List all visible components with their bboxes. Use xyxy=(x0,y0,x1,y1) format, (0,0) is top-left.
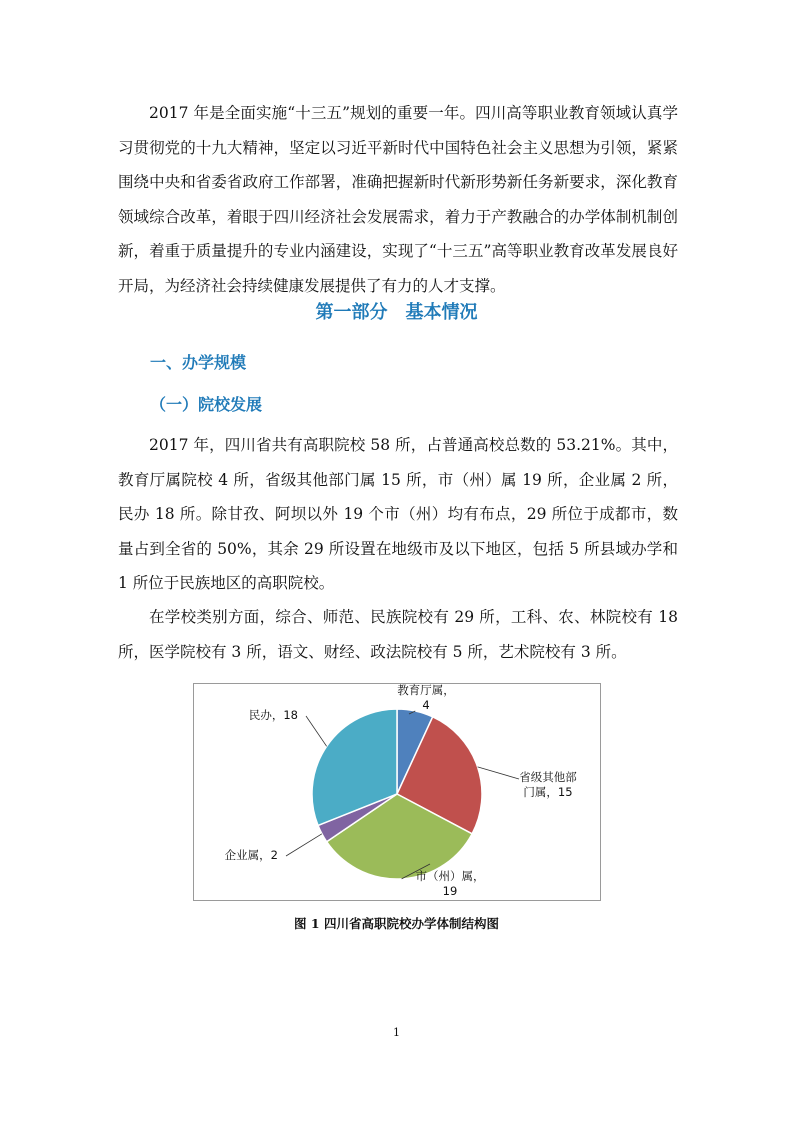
intro-paragraph: 2017 年是全面实施“十三五”规划的重要一年。四川高等职业教育领域认真学习贯彻党的十九大精神，坚定以习近平新时代中国特色社会主义思想为引领，紧紧围绕中央和省委省政府工作部署，准确把握新时代新形势新任务新要求，深化教育领域综合改革，着眼于四川经济社会发展需求，着力于产教融合的办学体制机制创新，着重于质量提升的专业内涵建设，实现了“十三五”高等职业教育改革发展良好开局，为经济社会持续健康发展提供了有力的人才支撑。 xyxy=(118,104,678,295)
body-paragraph-types: 在学校类别方面，综合、师范、民族院校有 29 所，工科、农、林院校有 18 所，医学院校有 3 所，语文、财经、政法院校有 5 所，艺术院校有 3 所。 xyxy=(118,608,678,661)
part-title: 第一部分 基本情况 xyxy=(315,302,478,323)
subsection-title: （一）院校发展 xyxy=(150,395,263,414)
slice-label-5: 民办，18 xyxy=(248,708,298,722)
slice-label-2: 省级其他部门属，15 xyxy=(519,770,577,799)
slice-label-4: 企业属，2 xyxy=(224,848,278,862)
pie-chart-frame xyxy=(193,683,601,901)
page-number: 1 xyxy=(393,1026,400,1039)
leader-line-5 xyxy=(306,716,327,746)
body-paragraph-scale: 2017 年，四川省共有高职院校 58 所，占普通高校总数的 53.21%。其中，教育厅属院校 4 所，省级其他部门属 15 所，市（州）属 19 所，企业属 2 所，民办 18 所。除甘孜、阿坝以外 19 个市（州）均有布点，29 所位于成都市，数量占到全省的 50%，其余 29 所设置在地级市及以下地区，包括 5 所县域办学和 1 所位于民族地区的高职院校。 xyxy=(118,436,678,592)
leader-line-2 xyxy=(478,767,519,779)
slice-label-3: 市（州）属， 19 xyxy=(415,869,485,898)
pie-chart xyxy=(194,684,602,902)
section-title: 一、办学规模 xyxy=(150,353,247,372)
leader-line-4 xyxy=(286,834,322,856)
slice-label-1: 教育厅属， 4 xyxy=(397,684,455,712)
figure-caption: 图 1 四川省高职院校办学体制结构图 xyxy=(294,916,499,931)
